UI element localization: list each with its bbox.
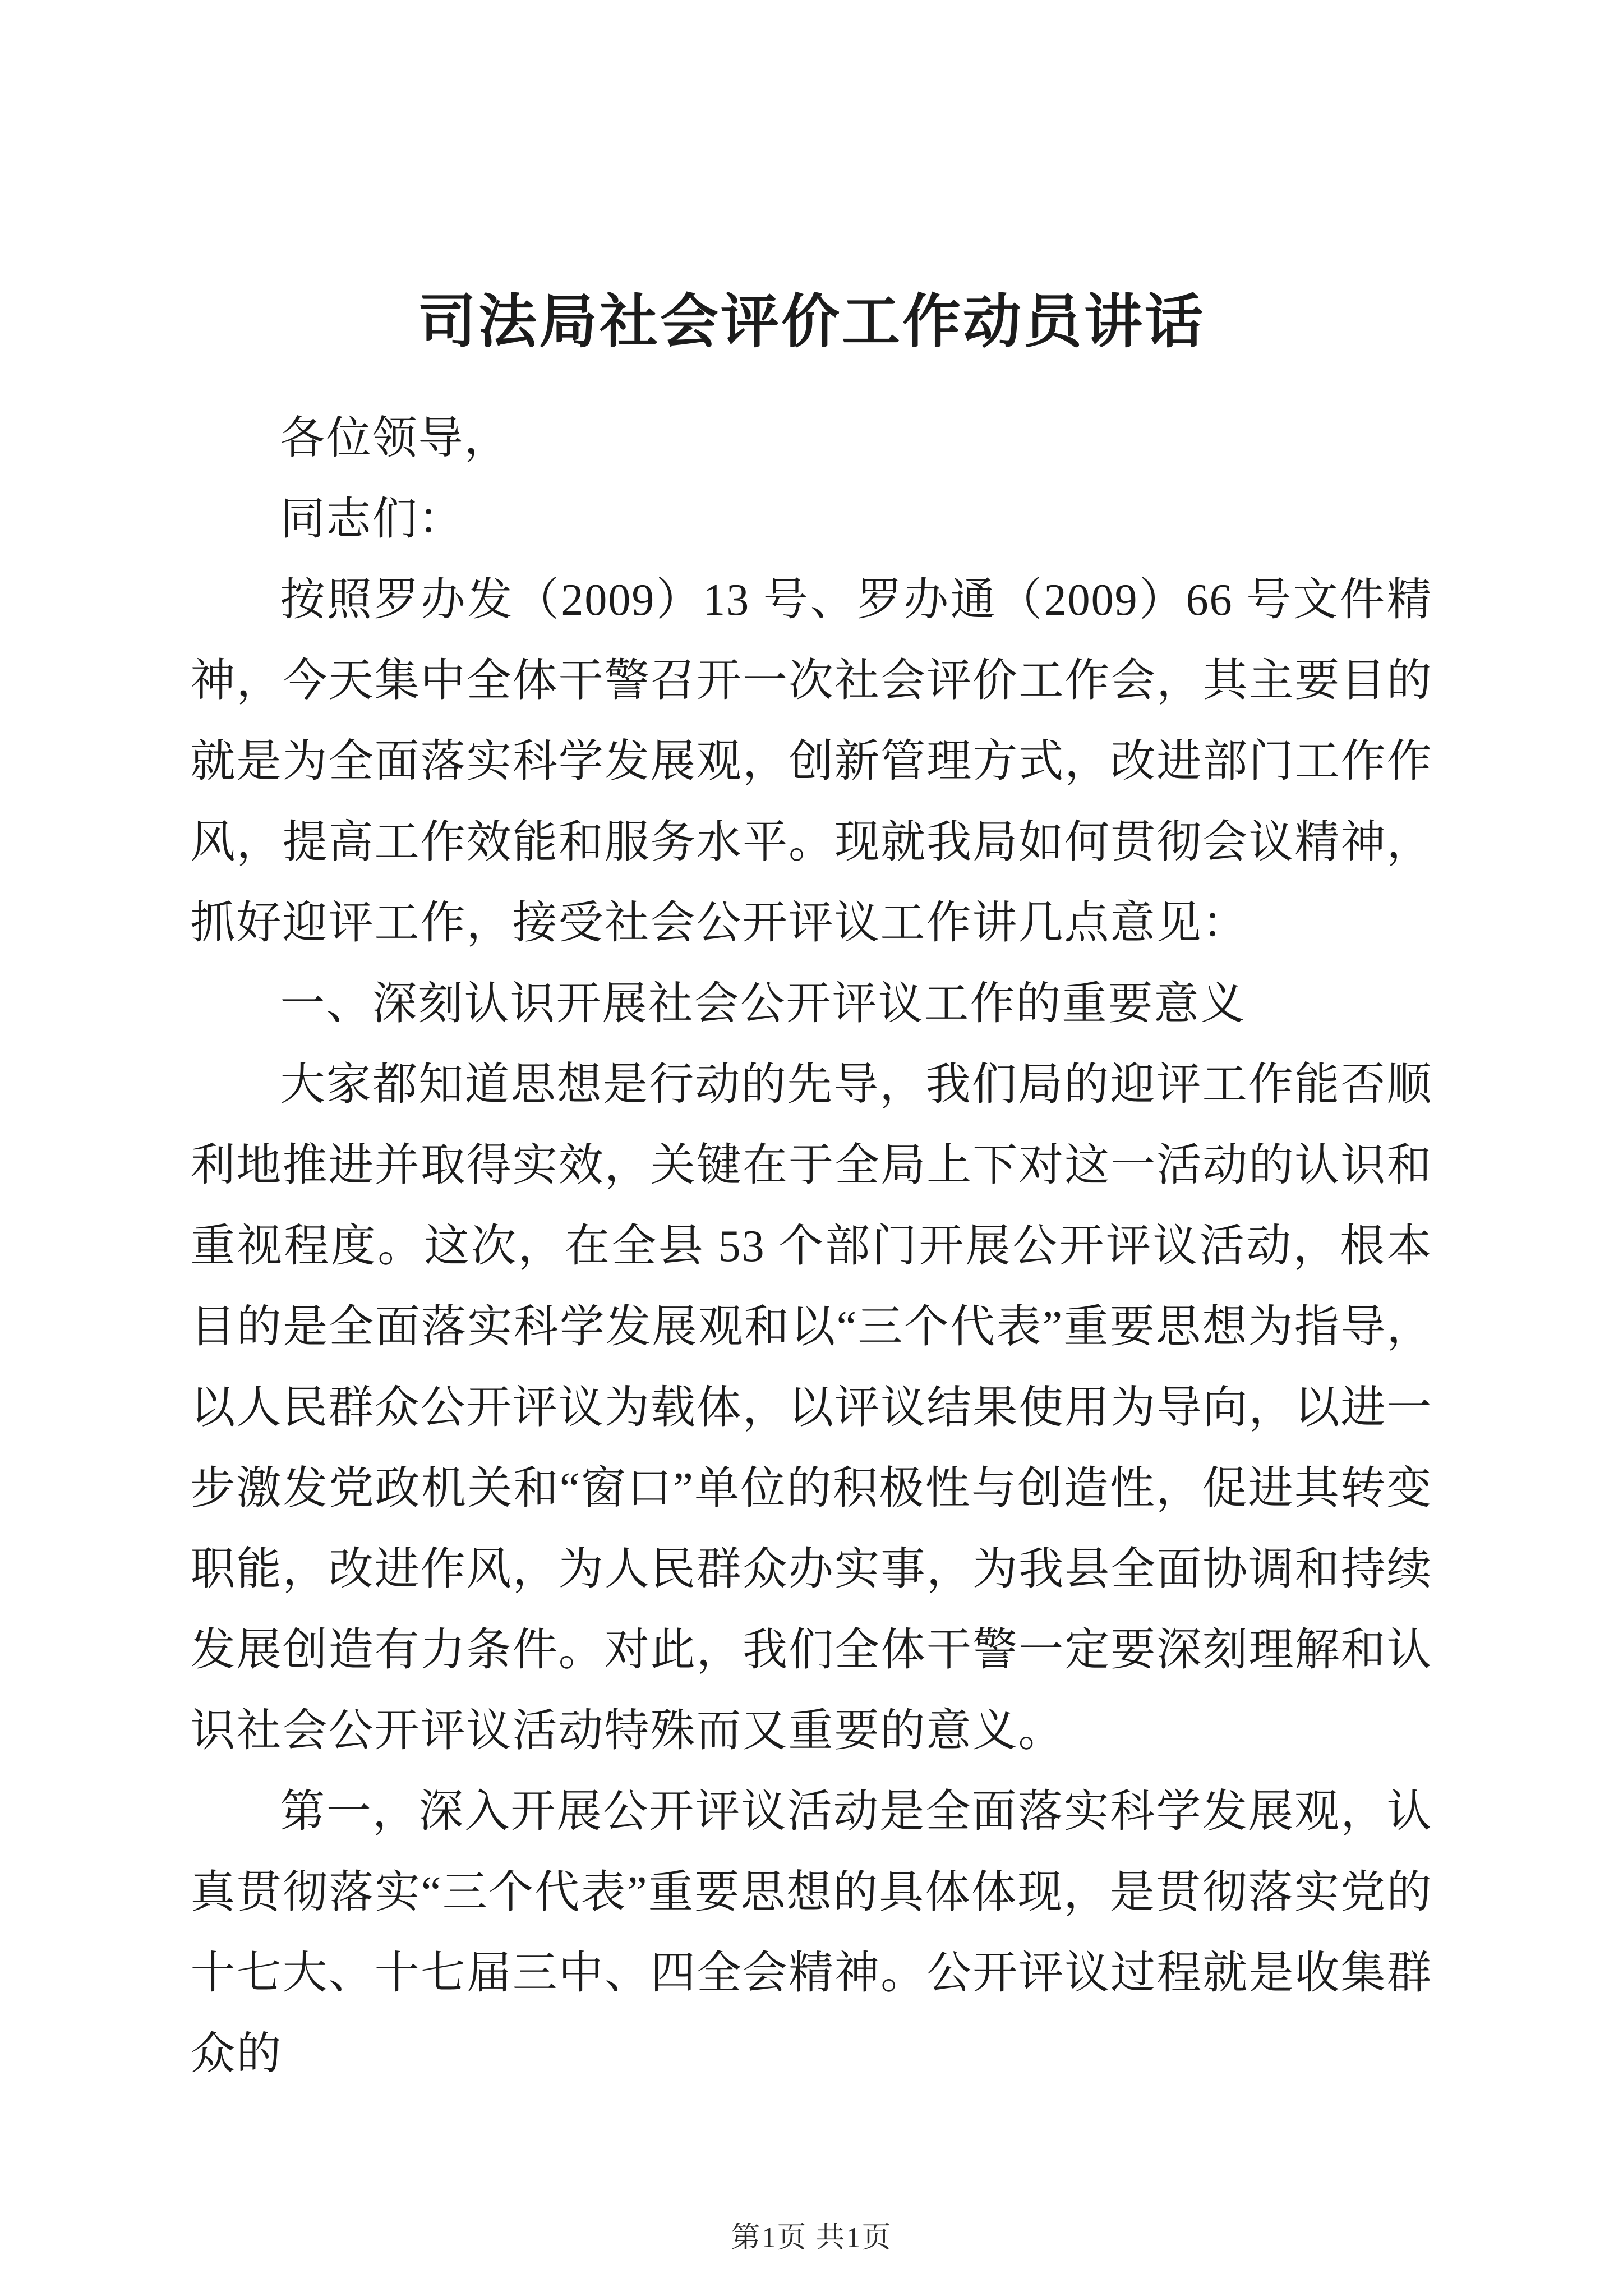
paragraph-body-1: 大家都知道思想是行动的先导，我们局的迎评工作能否顺利地推进并取得实效，关键在于全局上下对这一活动的认识和重视程度。这次，在全县 53 个部门开展公开评议活动，根本目的是全面落实科学发展观和以“三个代表”重要思想为指导，以人民群众公开评议为载体，以评议结果使用为导向，以进一步激发党政机关和“窗口”单位的积极性与创造性，促进其转变职能，改进作风，为人民群众办实事，为我县全面协调和持续发展创造有力条件。对此，我们全体干警一定要深刻理解和认识社会公开评议活动特殊而又重要的意义。	[190, 1060, 1433, 1756]
salutation-line-2: 同志们：	[280, 495, 464, 544]
section-heading-1: 一、深刻认识开展社会公开评议工作的重要意义	[280, 979, 1246, 1029]
page-number-footer: 第1页 共1页	[731, 2222, 892, 2254]
document-content	[191, 0, 1433, 2095]
paragraph-body-2: 第一，深入开展公开评议活动是全面落实科学发展观，认真贯彻落实“三个代表”重要思想的具体体现，是贯彻落实党的十七大、十七届三中、四全会精神。公开评议过程就是收集群众的	[190, 1787, 1433, 2079]
document-title: 司法局社会评价工作动员讲话	[417, 290, 1205, 355]
paragraph-intro: 按照罗办发（2009）13 号、罗办通（2009）66 号文件精神，今天集中全体干警召开一次社会评价工作会，其主要目的就是为全面落实科学发展观，创新管理方式，改进部门工作作风，提高工作效能和服务水平。现就我局如何贯彻会议精神，抓好迎评工作，接受社会公开评议工作讲几点意见：	[190, 576, 1433, 948]
salutation-line-1: 各位领导，	[280, 414, 510, 463]
